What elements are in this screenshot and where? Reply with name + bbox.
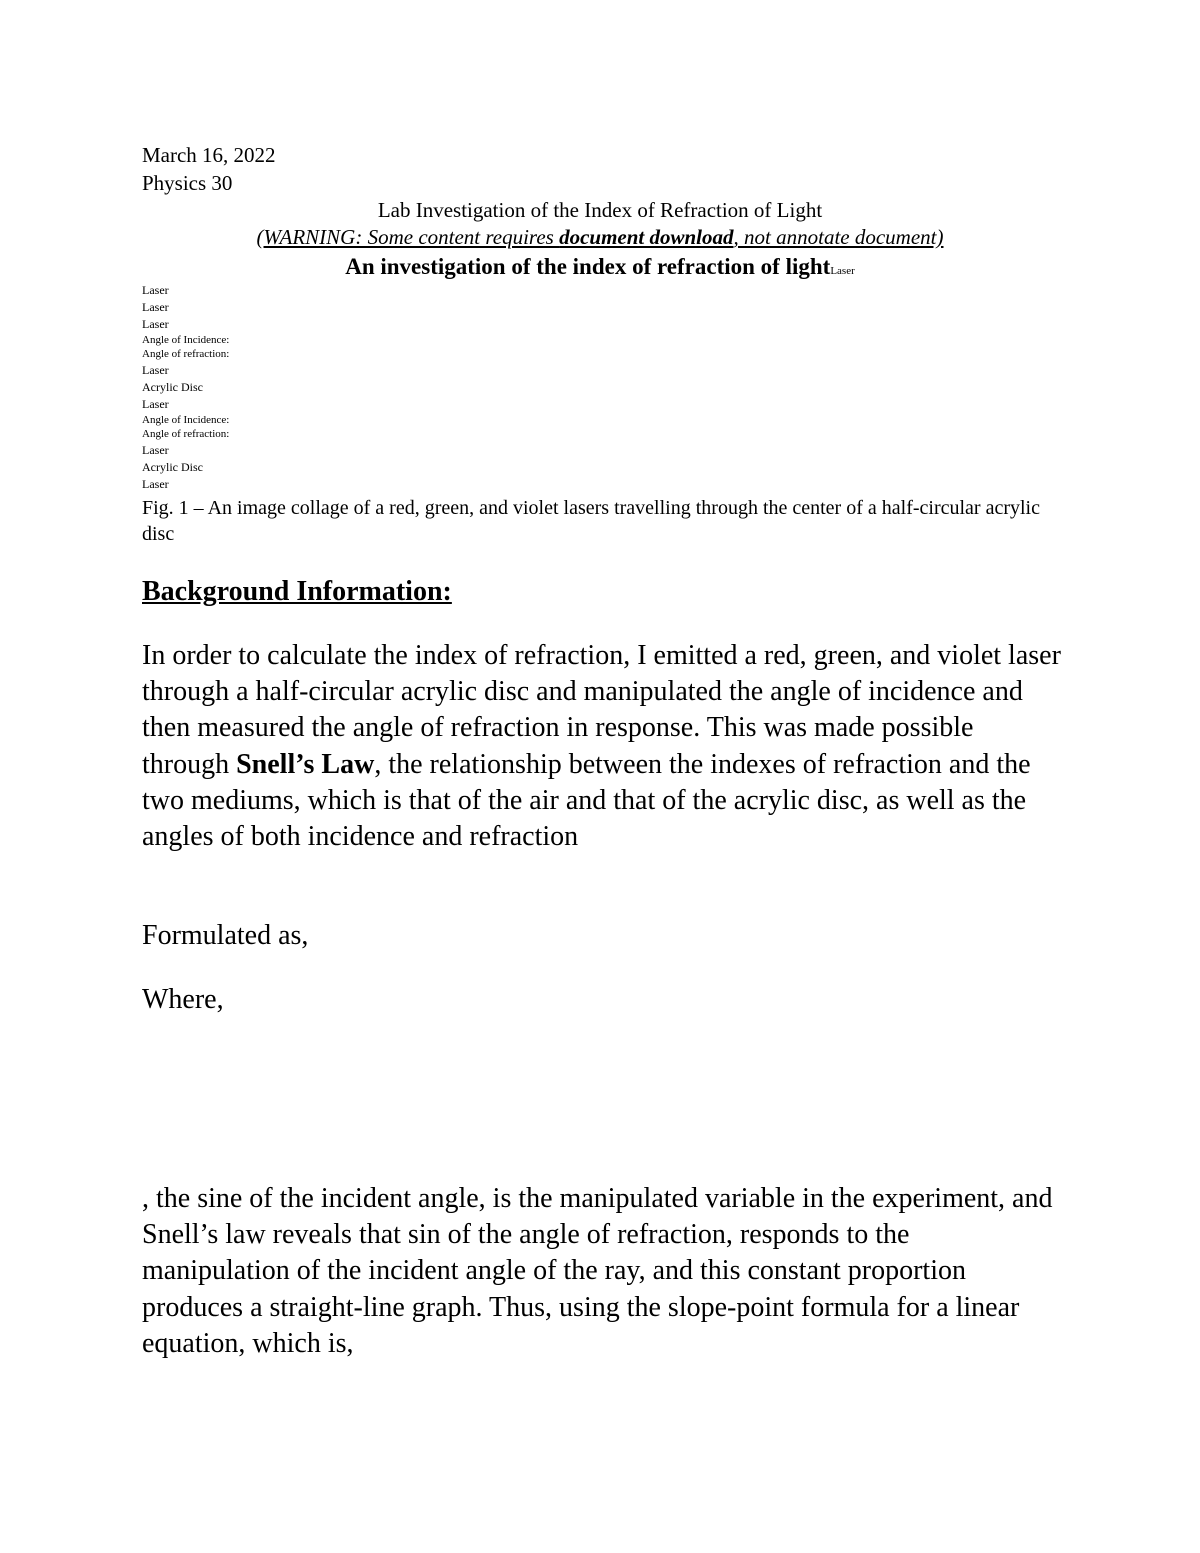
- snells-law-term: Snell’s Law: [236, 748, 375, 780]
- section-heading: Background Information:: [142, 576, 452, 607]
- course-name: Physics 30: [142, 171, 233, 195]
- figure-label: Angle of refraction:: [142, 428, 230, 440]
- heading-laser-label: Laser: [830, 265, 855, 277]
- figure-label: Laser: [142, 477, 169, 491]
- heading-text: An investigation of the index of refraction of light: [345, 254, 831, 279]
- figure-label: Laser: [142, 283, 169, 297]
- background-paragraph: [142, 638, 1062, 855]
- figure-label: Laser: [142, 300, 169, 314]
- figure-label: Laser: [142, 317, 169, 331]
- paragraph-text: , the relationship between the indexes of refraction and the two mediums, which is that of the air and that of the acrylic disc, as well as the angles of both incidence and refraction: [142, 748, 1031, 853]
- paragraph-text: In order to calculate the index of refraction, I emitted a red, green, and violet laser through a half-circular acrylic disc and manipulated the angle of incidence and then measured the angle of refraction in response. This was made possible through: [142, 640, 1061, 780]
- warning-suffix: , not annotate document): [733, 225, 944, 249]
- figure-label: Angle of refraction:: [142, 348, 230, 360]
- figure-label: Acrylic Disc: [142, 460, 203, 474]
- formulated-label: Formulated as,: [142, 920, 309, 951]
- lab-title: Lab Investigation of the Index of Refraction of Light: [377, 198, 823, 222]
- figure-label: Angle of Incidence:: [142, 414, 230, 426]
- figure-label: Laser: [142, 363, 169, 377]
- warning-bold: document download: [559, 225, 734, 249]
- where-label: Where,: [142, 984, 224, 1015]
- warning-prefix: (WARNING: Some content requires: [256, 225, 560, 249]
- document-heading: [0, 254, 1200, 280]
- figure-label: Laser: [142, 443, 169, 457]
- warning-note: [0, 225, 1200, 250]
- explanation-paragraph: , the sine of the incident angle, is the manipulated variable in the experiment, and Snell’s law reveals that sin of the angle of refraction, responds to the manipulation of the incident angle of the ray, and this constant proportion produces a straight-line graph. Thus, using the slope-point formula for a linear equation, which is,: [142, 1183, 1053, 1359]
- figure-label: Laser: [142, 397, 169, 411]
- document-date: March 16, 2022: [142, 143, 276, 167]
- figure-label: Angle of Incidence:: [142, 334, 230, 346]
- figure-caption: Fig. 1 – An image collage of a red, green, and violet lasers travelling through the center of a half-circular acrylic disc: [142, 497, 1040, 545]
- figure-label: Acrylic Disc: [142, 380, 203, 394]
